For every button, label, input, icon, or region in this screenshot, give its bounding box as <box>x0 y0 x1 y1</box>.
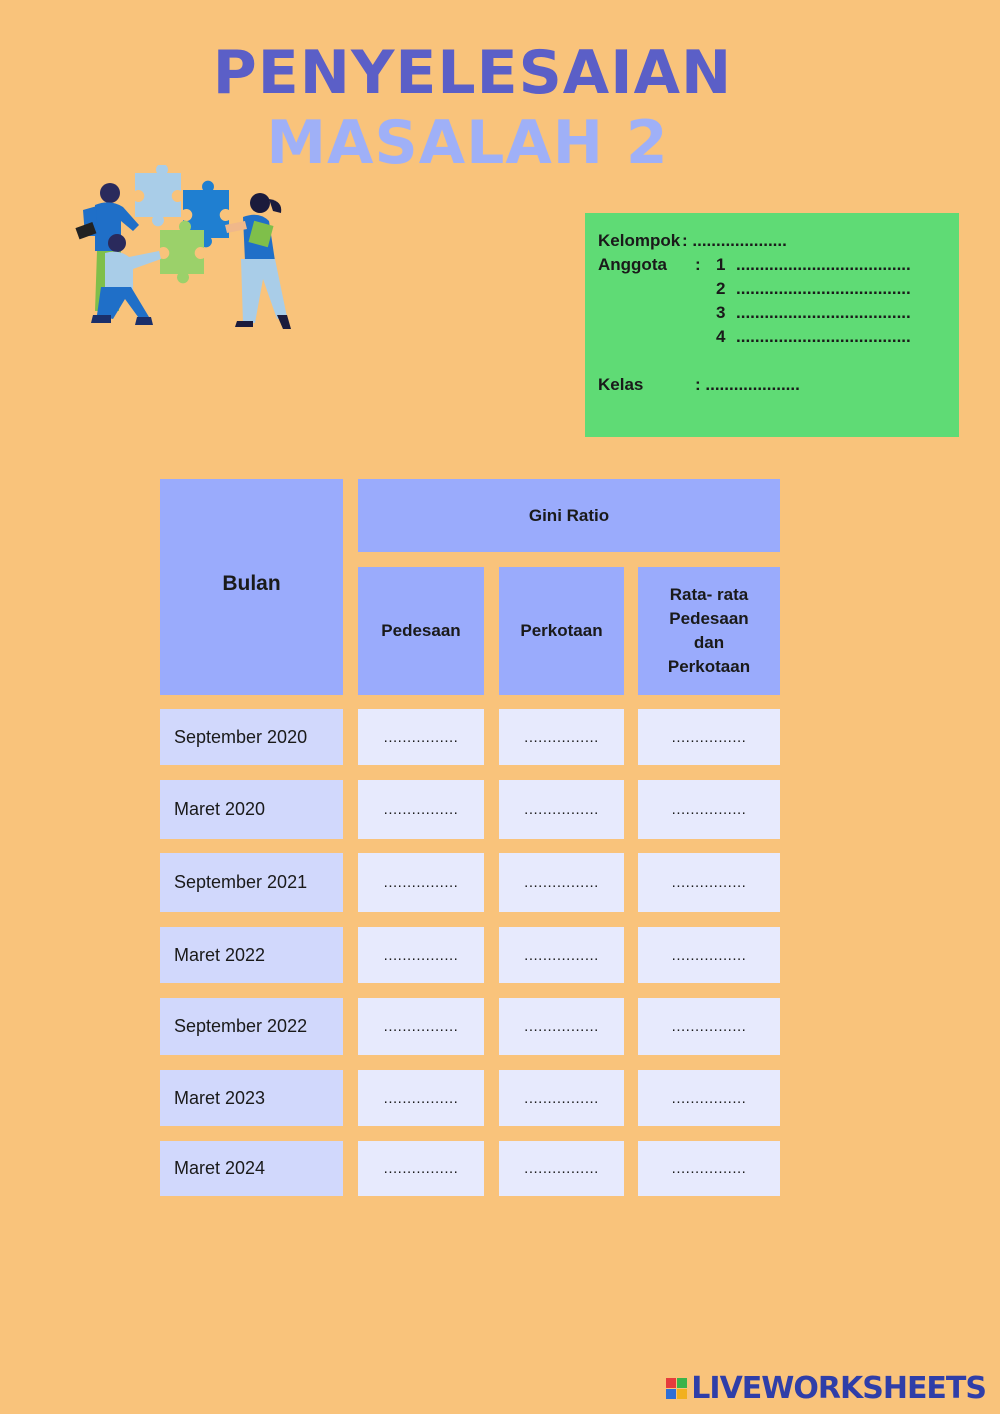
group-info-box <box>585 213 959 437</box>
bulan-header-label: Bulan <box>222 572 281 595</box>
answer-field[interactable]: ................ <box>358 780 484 839</box>
logo-square <box>677 1389 687 1399</box>
answer-field[interactable]: ................ <box>638 1070 780 1126</box>
anggota-row-4 <box>598 325 959 349</box>
answer-field[interactable]: ................ <box>358 1141 484 1196</box>
answer-field[interactable]: ................ <box>358 927 484 983</box>
member-field[interactable]: ..................................... <box>736 327 911 346</box>
title-line-2: MASALAH 2 <box>266 108 669 178</box>
member-number: 3 <box>716 303 726 322</box>
answer-field[interactable]: ................ <box>638 709 780 765</box>
answer-field[interactable]: ................ <box>499 927 624 983</box>
liveworksheets-logo-icon <box>666 1378 687 1399</box>
month-cell: Maret 2023 <box>160 1070 343 1126</box>
month-cell: Maret 2022 <box>160 927 343 983</box>
answer-field[interactable]: ................ <box>358 853 484 912</box>
people-puzzle-illustration <box>65 165 300 345</box>
anggota-row-1 <box>598 253 959 277</box>
answer-field[interactable]: ................ <box>638 927 780 983</box>
answer-field[interactable]: ................ <box>499 1070 624 1126</box>
brand-text: LIVEWORKSHEETS <box>691 1371 986 1406</box>
bulan-header <box>160 479 343 695</box>
month-cell: September 2022 <box>160 998 343 1055</box>
answer-field[interactable]: ................ <box>358 998 484 1055</box>
logo-square <box>666 1389 676 1399</box>
member-number: 2 <box>716 279 726 298</box>
answer-field[interactable]: ................ <box>638 780 780 839</box>
anggota-label: Anggota <box>598 255 667 274</box>
gini-ratio-header: Gini Ratio <box>358 479 780 552</box>
col-header-rata-rata: Rata- rata Pedesaan dan Perkotaan <box>638 567 780 695</box>
month-cell: Maret 2020 <box>160 780 343 839</box>
member-field[interactable]: ..................................... <box>736 303 911 322</box>
answer-field[interactable]: ................ <box>499 998 624 1055</box>
title-line-1: PENYELESAIAN <box>212 38 733 108</box>
answer-field[interactable]: ................ <box>358 709 484 765</box>
answer-field[interactable]: ................ <box>638 853 780 912</box>
answer-field[interactable]: ................ <box>638 998 780 1055</box>
answer-field[interactable]: ................ <box>499 780 624 839</box>
answer-field[interactable]: ................ <box>499 853 624 912</box>
member-field[interactable]: ..................................... <box>736 279 911 298</box>
anggota-separator: : <box>695 255 701 274</box>
month-cell: September 2020 <box>160 709 343 765</box>
kelas-label: Kelas <box>598 375 644 394</box>
kelompok-row <box>598 229 959 253</box>
kelompok-label: Kelompok <box>598 231 681 250</box>
answer-field[interactable]: ................ <box>499 1141 624 1196</box>
logo-square <box>666 1378 676 1388</box>
logo-square <box>677 1378 687 1388</box>
liveworksheets-brand <box>666 1371 986 1406</box>
kelas-field[interactable]: : .................... <box>695 375 800 394</box>
member-number: 1 <box>716 255 726 274</box>
col-header-perkotaan: Perkotaan <box>499 567 624 695</box>
answer-field[interactable]: ................ <box>358 1070 484 1126</box>
month-cell: September 2021 <box>160 853 343 912</box>
kelompok-field[interactable]: : .................... <box>682 231 787 250</box>
anggota-row-3 <box>598 301 959 325</box>
spacer <box>598 349 959 373</box>
answer-field[interactable]: ................ <box>499 709 624 765</box>
col-header-pedesaan: Pedesaan <box>358 567 484 695</box>
month-cell: Maret 2024 <box>160 1141 343 1196</box>
member-number: 4 <box>716 327 726 346</box>
kelas-row <box>598 373 959 397</box>
answer-field[interactable]: ................ <box>638 1141 780 1196</box>
member-field[interactable]: ..................................... <box>736 255 911 274</box>
anggota-row-2 <box>598 277 959 301</box>
